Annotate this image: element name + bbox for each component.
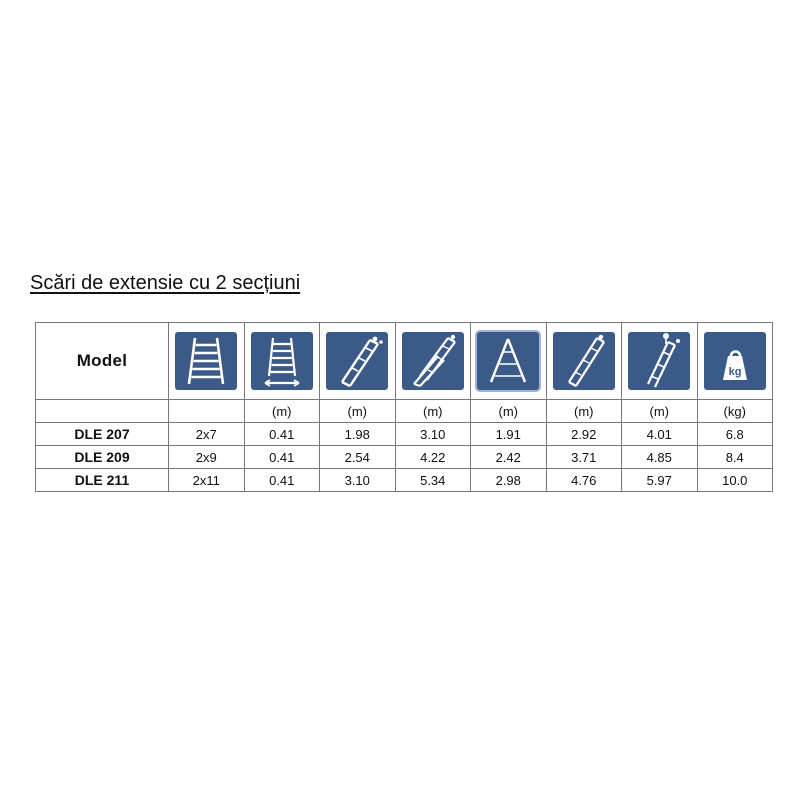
ladder-extended-length-icon: [402, 332, 464, 390]
header-cell-a-frame-height: [471, 323, 547, 400]
ladder-leaning-height-icon: [553, 332, 615, 390]
header-cell-working-height: [622, 323, 698, 400]
model-header-label: Model: [76, 351, 128, 370]
header-cell-ladder-single: [169, 323, 245, 400]
row-sections: 2x9: [169, 446, 245, 469]
row-value-a-frame-height: 1.91: [471, 423, 547, 446]
row-sections: 2x7: [169, 423, 245, 446]
header-cell-closed-length: [320, 323, 396, 400]
spec-table-container: [35, 322, 772, 492]
ladder-single-icon: [175, 332, 237, 390]
row-value-closed-length: 1.98: [320, 423, 396, 446]
row-value-leaning-height: 4.76: [546, 469, 622, 492]
units-cell-3: (m): [320, 400, 396, 423]
row-value-extended-length: 3.10: [395, 423, 471, 446]
units-cell-8: (kg): [697, 400, 773, 423]
row-value-weight: 10.0: [697, 469, 773, 492]
table-row: [36, 469, 773, 492]
row-value-leaning-height: 2.92: [546, 423, 622, 446]
units-cell-0: [36, 400, 169, 423]
units-cell-6: (m): [546, 400, 622, 423]
table-header-row: [36, 323, 773, 400]
units-cell-2: (m): [244, 400, 320, 423]
row-model: DLE 207: [36, 423, 169, 446]
row-value-extended-length: 4.22: [395, 446, 471, 469]
weight-kg-icon: [704, 332, 766, 390]
ladder-closed-length-icon: [326, 332, 388, 390]
row-value-leaning-height: 3.71: [546, 446, 622, 469]
row-value-working-height: 4.01: [622, 423, 698, 446]
row-value-a-frame-height: 2.42: [471, 446, 547, 469]
row-value-closed-length: 2.54: [320, 446, 396, 469]
row-value-width: 0.41: [244, 446, 320, 469]
row-value-width: 0.41: [244, 469, 320, 492]
svg-text:kg: kg: [728, 366, 742, 378]
header-cell-ladder-width: [244, 323, 320, 400]
row-model: DLE 211: [36, 469, 169, 492]
row-value-weight: 6.8: [697, 423, 773, 446]
row-value-a-frame-height: 2.98: [471, 469, 547, 492]
units-cell-7: (m): [622, 400, 698, 423]
row-value-closed-length: 3.10: [320, 469, 396, 492]
row-value-working-height: 5.97: [622, 469, 698, 492]
row-model: DLE 209: [36, 446, 169, 469]
table-row: [36, 446, 773, 469]
units-row: [36, 400, 773, 423]
row-value-width: 0.41: [244, 423, 320, 446]
page-title: Scări de extensie cu 2 secțiuni: [30, 272, 301, 294]
ladder-working-height-icon: [628, 332, 690, 390]
row-value-extended-length: 5.34: [395, 469, 471, 492]
ladder-width-icon: [251, 332, 313, 390]
row-value-working-height: 4.85: [622, 446, 698, 469]
header-cell-leaning-height: [546, 323, 622, 400]
row-value-weight: 8.4: [697, 446, 773, 469]
row-sections: 2x11: [169, 469, 245, 492]
units-cell-1: [169, 400, 245, 423]
header-cell-weight: [697, 323, 773, 400]
specifications-table: [35, 322, 773, 492]
table-row: [36, 423, 773, 446]
model-header-cell: [36, 323, 169, 400]
header-cell-extended-length: [395, 323, 471, 400]
units-cell-5: (m): [471, 400, 547, 423]
units-cell-4: (m): [395, 400, 471, 423]
ladder-a-frame-height-icon: [477, 332, 539, 390]
